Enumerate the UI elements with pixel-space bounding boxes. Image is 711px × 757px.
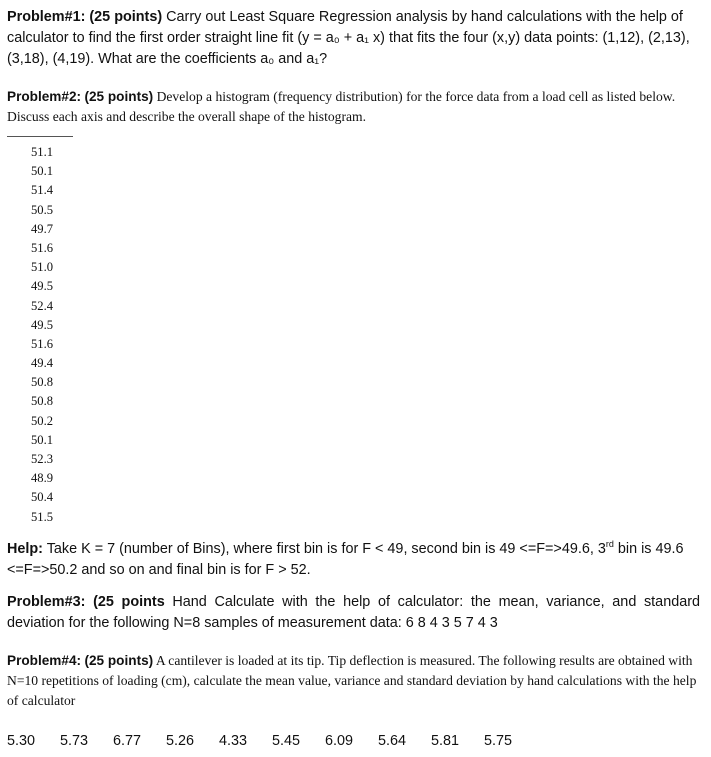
problem-3	[7, 592, 700, 634]
force-value: 50.2	[31, 413, 54, 428]
force-value: 49.7	[31, 221, 54, 236]
help-text-a: Take K = 7 (number of Bins), where first bin is for F < 49, second bin is 49 <=F=>49.6, 3	[42, 541, 606, 557]
force-value: 50.1	[31, 164, 54, 179]
force-value: 50.1	[31, 432, 54, 447]
force-value: 51.4	[31, 183, 54, 198]
force-value: 50.5	[31, 202, 54, 217]
problem-4	[7, 651, 697, 711]
force-value: 49.5	[31, 279, 54, 294]
measurement-value: 5.75	[484, 733, 513, 749]
problem-2-points: (25 points)	[84, 89, 154, 104]
problem-1-text: Carry out Least Square Regression analysis by hand calculations with the help of calculator to find the first order straight line fit (y = a₀ + a₁ x) that fits the four (x,y) data points: (1,12), (2,13), (3,18), (4,19). What are the coefficients a₀ and a₁?	[7, 9, 690, 67]
force-value: 51.1	[31, 145, 54, 159]
measurement-row	[7, 731, 537, 751]
force-value: 49.5	[31, 317, 54, 332]
problem-2-text: Develop a histogram (frequency distribution) for the force data from a load cell as listed below. Discuss each axis and describe the overall shape of the histogram.	[7, 89, 676, 124]
problem-3-label: Problem#3:	[7, 594, 86, 610]
measurement-value: 6.09	[325, 733, 354, 749]
problem-4-label: Problem#4:	[7, 653, 82, 668]
help-sup: rd	[605, 539, 614, 550]
help-note	[7, 539, 702, 581]
help-label: Help:	[7, 541, 43, 557]
problem-3-text: Hand Calculate with the help of calculator: the mean, variance, and standard deviation for the following N=8 samples of measurement data: 6 8 4 3 5 7 4 3	[7, 594, 700, 631]
table-top-rule	[7, 136, 73, 137]
measurement-value: 5.30	[7, 733, 36, 749]
measurement-value: 5.81	[431, 733, 460, 749]
problem-1-label: Problem#1:	[7, 9, 86, 25]
measurement-value: 5.45	[272, 733, 301, 749]
measurement-value: 5.26	[166, 733, 195, 749]
force-value: 48.9	[31, 471, 54, 486]
force-value: 51.6	[31, 240, 54, 255]
force-value: 51.0	[31, 260, 54, 275]
problem-2-label: Problem#2:	[7, 89, 82, 104]
force-value: 51.6	[31, 336, 54, 351]
problem-3-points: (25 points	[93, 594, 165, 610]
measurement-value: 4.33	[219, 733, 248, 749]
force-value: 49.4	[31, 356, 54, 371]
measurement-value: 5.64	[378, 733, 407, 749]
problem-2	[7, 87, 697, 127]
force-value: 51.5	[31, 509, 54, 524]
problem-1-points: (25 points)	[89, 9, 163, 25]
problem-4-points: (25 points)	[84, 653, 154, 668]
help-text-b: bin is 49.6 <=F=>50.2 and so on and final bin is for F > 52.	[7, 541, 684, 578]
force-value: 52.3	[31, 452, 54, 466]
force-value: 52.4	[31, 298, 54, 313]
force-value: 50.4	[31, 490, 54, 505]
force-value: 50.8	[31, 375, 54, 390]
measurement-value: 5.73	[60, 733, 89, 749]
problem-4-text: A cantilever is loaded at its tip. Tip deflection is measured. The following results are obtained with N=10 repetitions of loading (cm), calculate the mean value, variance and standard deviation by hand calculations with the help of calculator	[7, 653, 697, 708]
measurement-value: 6.77	[113, 733, 142, 749]
problem-1	[7, 7, 697, 70]
force-data-list	[31, 143, 53, 527]
force-value: 50.8	[31, 394, 54, 409]
